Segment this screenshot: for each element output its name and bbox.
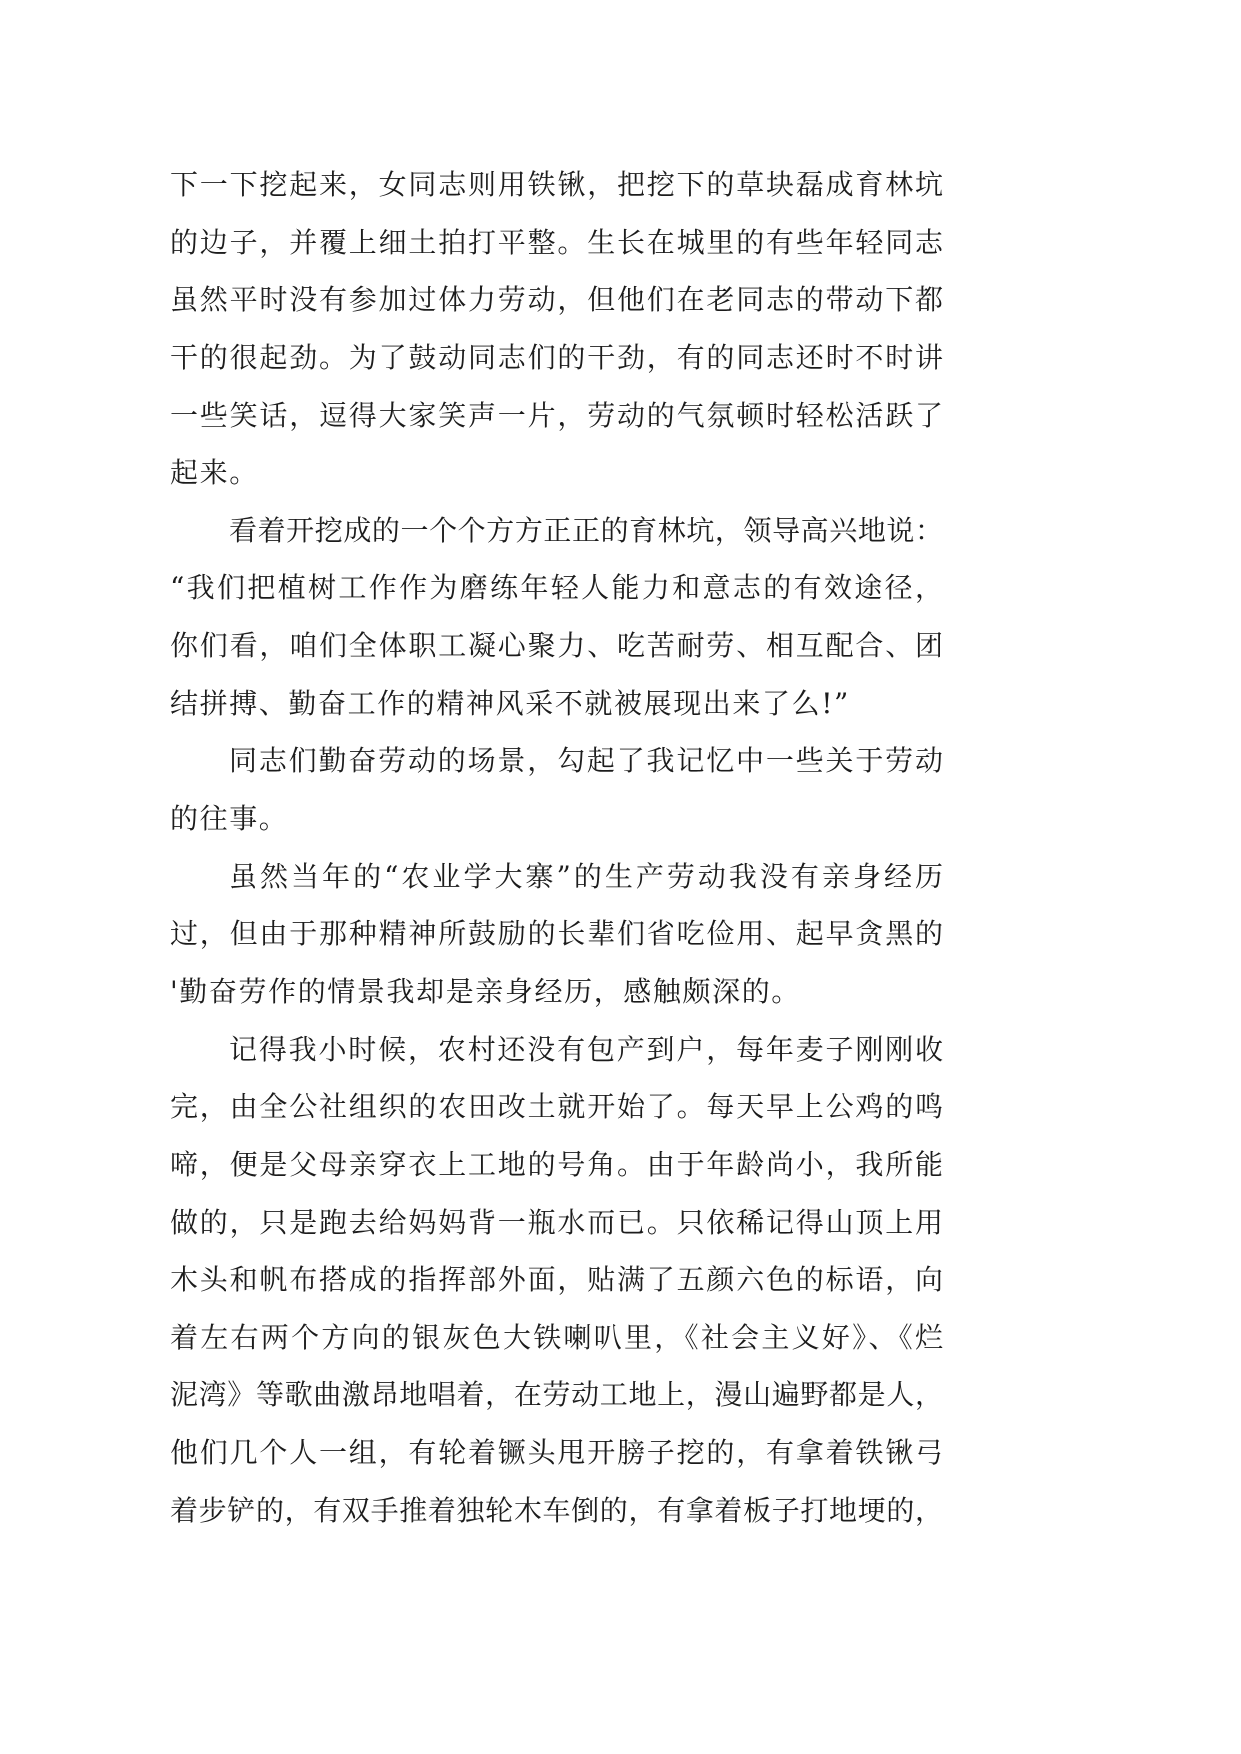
text-line: 的往事。 [170, 802, 289, 836]
text-line: 他们几个人一组，有轮着镢头甩开膀子挖的，有拿着铁锹弓 [170, 1436, 943, 1470]
paragraph [170, 156, 943, 502]
text-line: 完，由全公社组织的农田改土就开始了。每天早上公鸡的鸣 [170, 1090, 943, 1124]
text-line: 啼，便是父母亲穿衣上工地的号角。由于年龄尚小，我所能 [170, 1147, 943, 1181]
text-line: 着步铲的，有双手推着独轮木车倒的，有拿着板子打地埂的， [170, 1493, 943, 1527]
text-line: 虽然平时没有参加过体力劳动，但他们在老同志的带动下都 [170, 283, 943, 317]
text-line: 着左右两个方向的银灰色大铁喇叭里，《社会主义好》、《烂 [170, 1320, 943, 1354]
text-line: 干的很起劲。为了鼓动同志们的干劲，有的同志还时不时讲 [170, 340, 943, 374]
text-line: 记得我小时候，农村还没有包产到户，每年麦子刚刚收 [229, 1032, 943, 1066]
text-line: 看着开挖成的一个个方方正正的育林坑，领导高兴地说： [229, 513, 943, 547]
text-line: 你们看，咱们全体职工凝心聚力、吃苦耐劳、相互配合、团 [170, 629, 943, 663]
body-text [170, 156, 943, 1539]
paragraph [170, 848, 943, 1021]
text-line: 的边子，并覆上细土拍打平整。生长在城里的有些年轻同志 [170, 225, 943, 259]
paragraph [170, 502, 943, 733]
text-line: 同志们勤奋劳动的场景，勾起了我记忆中一些关于劳动 [229, 744, 943, 778]
text-line: 结拼搏、勤奋工作的精神风采不就被展现出来了么!” [170, 686, 850, 720]
text-line: 下一下挖起来，女同志则用铁锹，把挖下的草块磊成育林坑 [170, 168, 943, 201]
text-line: 泥湾》等歌曲激昂地唱着，在劳动工地上，漫山遍野都是人， [170, 1378, 943, 1412]
paragraph [170, 732, 943, 847]
text-line: '勤奋劳作的情景我却是亲身经历，感触颇深的。 [170, 974, 801, 1008]
text-line: 过，但由于那种精神所鼓励的长辈们省吃俭用、起早贪黑的 [170, 917, 943, 951]
text-line: 木头和帆布搭成的指挥部外面，贴满了五颜六色的标语，向 [170, 1263, 943, 1297]
paragraph [170, 1021, 943, 1540]
text-line: 一些笑话，逗得大家笑声一片，劳动的气氛顿时轻松活跃了 [170, 398, 943, 432]
text-line: “我们把植树工作作为磨练年轻人能力和意志的有效途径， [170, 571, 943, 605]
text-line: 做的，只是跑去给妈妈背一瓶水而已。只依稀记得山顶上用 [170, 1205, 943, 1239]
text-line: 起来。 [170, 456, 259, 490]
text-line: 虽然当年的“农业学大寨”的生产劳动我没有亲身经历 [229, 859, 943, 893]
